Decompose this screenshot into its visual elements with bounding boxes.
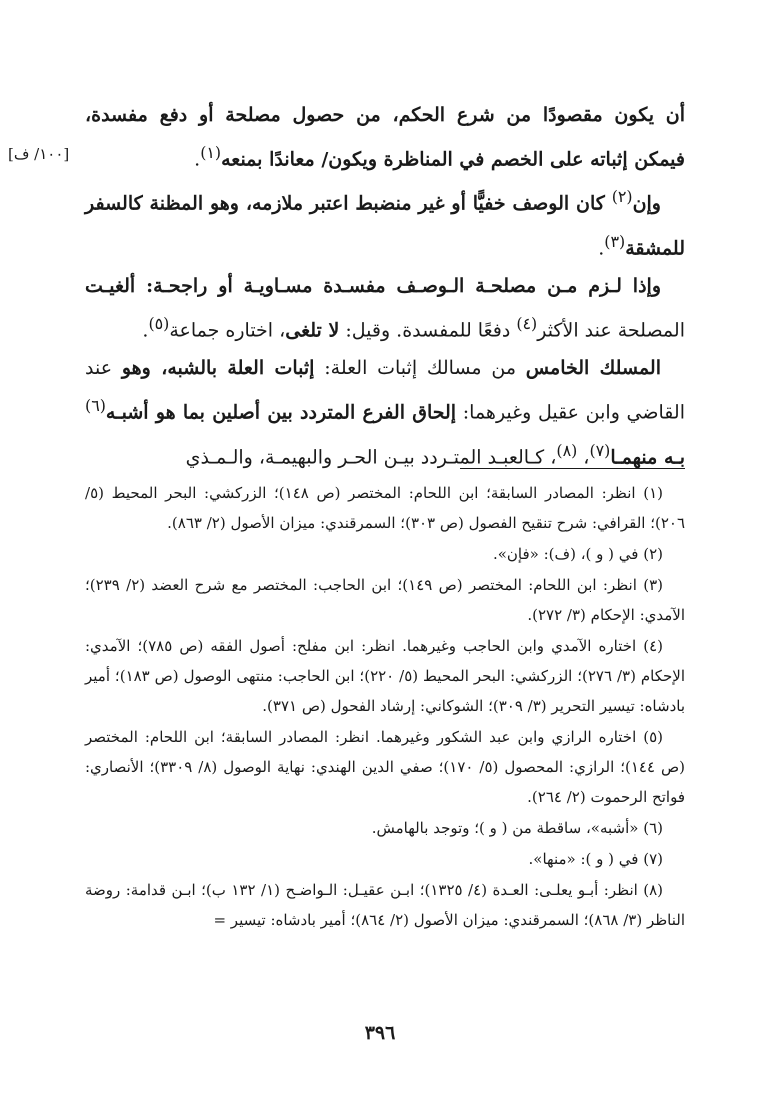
footnote-ref-5: (٥) <box>148 313 170 333</box>
footnote-ref-3: (٣) <box>604 231 626 251</box>
paragraph-3-text-2: دفعًا للمفسدة. وقيل: <box>339 319 517 342</box>
paragraph-4-bold-3: إلحاق الفرع المتردد بين أصلين بما هو أشبـه <box>105 401 457 424</box>
page-number: ٣٩٦ <box>364 1022 396 1044</box>
paragraph-1 <box>85 96 685 178</box>
paragraph-4-text-2: عند القاضي وابن عقيل وغيرهما: <box>85 357 685 424</box>
footnote-ref-6: (٦) <box>85 396 106 416</box>
paragraph-4 <box>85 349 685 476</box>
paragraph-4-text: من مسالك إثبات العلة: <box>314 357 526 380</box>
paragraph-4-heading: المسلك الخامس <box>525 357 661 380</box>
footnote-ref-8: (٨) <box>556 440 578 460</box>
paragraph-4-bold-4: بـه منهمـا <box>610 445 685 468</box>
margin-folio-note: [١٠٠/ ف] <box>8 145 70 163</box>
paragraph-4-text-4: ، كـالعبـد المتـردد بيـن الحـر والبهيمـة، والـمـذي <box>185 445 557 468</box>
footnotes-section <box>85 478 685 936</box>
paragraph-3-bold: وإذا لـزم مـن مصلحـة الـوصـف مفسـدة مسـاويـة أو راجحـة: ألغيـت <box>85 274 661 297</box>
paragraph-3 <box>85 267 685 349</box>
paragraph-3-end: . <box>142 319 149 342</box>
paragraph-2-start: وإن <box>632 192 661 215</box>
footnote-7: (٧) في ( و ): «منها». <box>528 850 663 868</box>
paragraph-2-end: . <box>598 236 605 259</box>
paragraph-2 <box>85 178 685 267</box>
footnote-1: (١) انظر: المصادر السابقة؛ ابن اللحام: المختصر (ص ١٤٨)؛ الزركشي: البحر المحيط (٥/ ٢٠٦)؛ القرافي: شرح تنقيح الفصول (ص ٣٠٣)؛ السمرقندي: ميزان الأصول (٢/ ٨٦٣). <box>85 484 685 532</box>
footnote-divider <box>460 468 685 469</box>
footnote-6: (٦) «أشبه»، ساقطة من ( و )؛ وتوجد بالهامش. <box>371 819 663 837</box>
paragraph-2-text: كان الوصف خفيًّا أو غير منضبط اعتبر ملازمه، وهو المظنة كالسفر للمشقة <box>85 192 685 259</box>
paragraph-1-text: أن يكون مقصودًا من شرع الحكم، من حصول مصلحة أو دفع مفسدة، فيمكن إثباته على الخصم في المناظرة ويكون/ معاندًا بمنعه <box>85 104 685 171</box>
paragraph-3-text: المصلحة عند الأكثر <box>537 319 685 342</box>
main-text-body <box>85 96 685 476</box>
paragraph-4-text-3: ، <box>577 445 590 468</box>
paragraph-3-bold-2: لا تلغى <box>285 319 340 342</box>
footnote-ref-1: (١) <box>200 143 222 162</box>
paragraph-1-end: . <box>194 148 201 171</box>
footnote-4: (٤) اختاره الآمدي وابن الحاجب وغيرهما. انظر: ابن مفلح: أصول الفقه (ص ٧٨٥)؛ الآمدي: الإحكام (٣/ ٢٧٦)؛ الزركشي: البحر المحيط (٥/ ٢٢٠)؛ ابن الحاجب: منتهى الوصول (ص ١٨٣)؛ أمير بادشاه: تيسير التحرير (٣/ ٣٠٩)؛ الشوكاني: إرشاد الفحول (ص ٣٧١). <box>85 637 685 715</box>
paragraph-4-bold-2: إثبات العلة بالشبه، وهو <box>121 357 315 380</box>
footnote-8: (٨) انظر: أبـو يعلـى: العـدة (٤/ ١٣٢٥)؛ ابـن عقيـل: الـواضـح (١/ ١٣٢ ب)؛ ابـن قدامة: روضة الناظر (٣/ ٨٦٨)؛ السمرقندي: ميزان الأصول (٢/ ٨٦٤)؛ أمير بادشاه: تيسير = <box>85 881 685 929</box>
footnote-ref-2: (٢) <box>611 187 633 207</box>
footnote-ref-7: (٧) <box>589 440 611 460</box>
footnote-ref-4: (٤) <box>516 313 538 333</box>
footnote-5: (٥) اختاره الرازي وابن عبد الشكور وغيرهما. انظر: المصادر السابقة؛ ابن اللحام: المختصر (ص ١٤٤)؛ الرازي: المحصول (٥/ ١٧٠)؛ صفي الدين الهندي: نهاية الوصول (٨/ ٣٣٠٩)؛ الأنصاري: فواتح الرحموت (٢/ ٢٦٤). <box>85 728 685 806</box>
footnote-2: (٢) في ( و )، (ف): «فإن». <box>492 545 663 563</box>
footnote-3: (٣) انظر: ابن اللحام: المختصر (ص ١٤٩)؛ ابن الحاجب: المختصر مع شرح العضد (٢/ ٢٣٩)؛ الآمدي: الإحكام (٣/ ٢٧٢). <box>85 576 685 624</box>
paragraph-3-text-3: ، اختاره جماعة <box>169 319 286 342</box>
